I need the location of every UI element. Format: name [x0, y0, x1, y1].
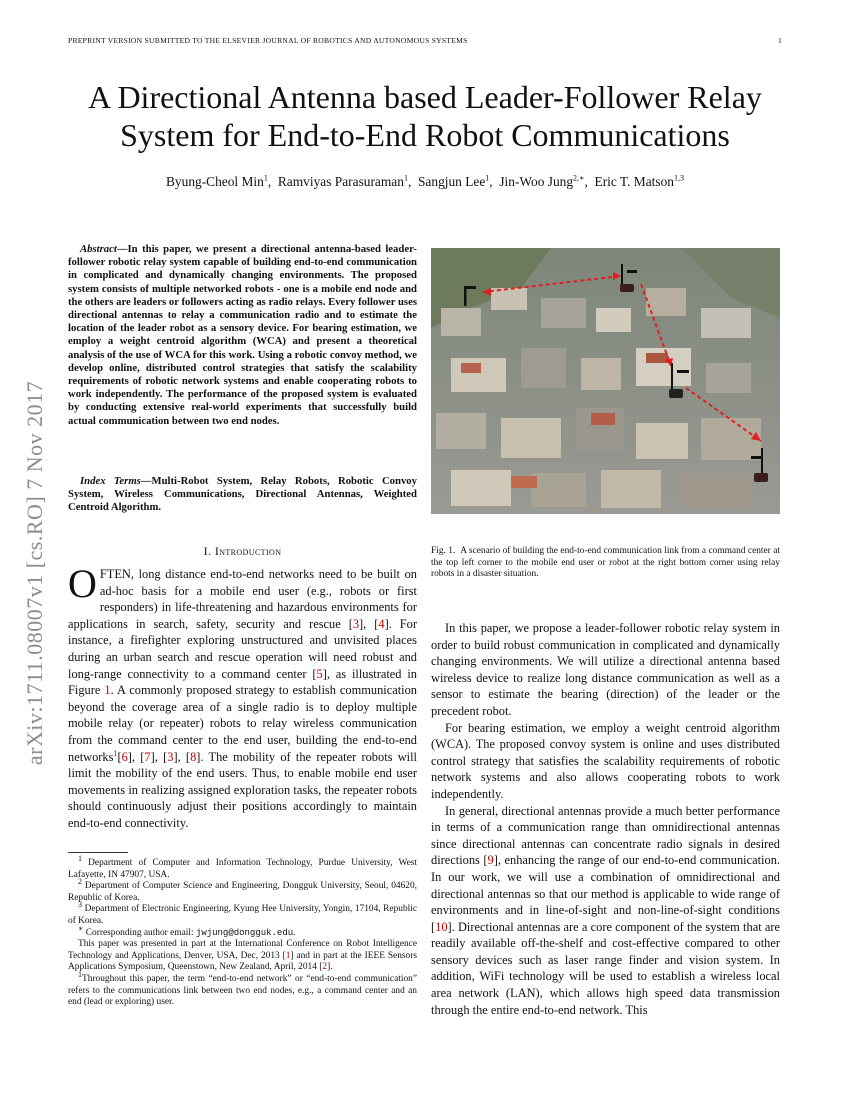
figure-link[interactable]: 1 — [104, 683, 111, 698]
caption-label: Fig. 1. — [431, 546, 456, 556]
author-name: Sangjun Lee — [417, 174, 486, 189]
citation-link[interactable]: 5 — [316, 666, 323, 681]
author-affiliation: 2,∗ — [573, 173, 585, 183]
figure-aerial-scenario — [431, 248, 780, 514]
index-terms — [68, 475, 417, 515]
abstract — [68, 243, 417, 428]
intro-text: ], as illustrated in Figure — [68, 666, 418, 698]
abstract-label: Abstract — [80, 243, 117, 255]
footnotes — [68, 853, 418, 1009]
intro-text: FTEN, long distance end-to-end networks need to be built on ad-hoc basis for a mobile end user (e.g., robots or first responders) in life-threatening and hazardous environments for applications in search, safety, security and rescue [ — [68, 567, 417, 631]
citation-link[interactable]: 3 — [167, 749, 174, 764]
aerial-photo-illustration — [431, 248, 780, 514]
author-name: Eric T. Matson — [594, 174, 674, 189]
footnote-divider — [68, 852, 128, 853]
footnote-text: Throughout this paper, the term “end-to-end network” or “end-to-end communication” refers to the communications link between two end nodes, e.g., a command center and an end (lead or exploring) user. — [68, 973, 417, 1008]
author-affiliation: 1,3 — [673, 173, 684, 183]
page-number: 1 — [777, 36, 782, 45]
body-paragraph — [431, 803, 780, 1019]
footnote-presented — [68, 939, 417, 974]
intro-text: ]. For instance, a firefighter exploring unstructured and unvisited places during an urban search and rescue operation will need robust and long-range connectivity to a command center [ — [68, 616, 417, 681]
citation-link[interactable]: 2 — [322, 962, 328, 973]
footnote-text: Department of Computer and Information Technology, Purdue University, West Lafayette, IN 47907, USA. — [68, 858, 417, 880]
section-title: Introduction — [214, 544, 282, 558]
footnote-affiliation-1: $^1$ Department of Computer and Information Technology, Purdue University, West Lafayette, IN 47907, USA. — [68, 853, 417, 880]
index-terms-label: Index Terms — [80, 475, 141, 487]
body-text: ]. Directional antennas are a core component of the system that are readily available off-the-shelf and cost-effective compared to other sensory devices such as laser range finder and vision system. In addition, WiFi technology will be used to establish a wireless local area network (LAN), which allows high speed data transmission through the entire end-to-end network. This — [431, 919, 780, 1017]
citation-link[interactable]: 1 — [285, 950, 291, 961]
footnote-corresponding: ∗ Corresponding author email: jwjung@dongguk.edu. — [78, 923, 296, 938]
footnote-text: Corresponding author email: — [85, 927, 194, 938]
paper-title: A Directional Antenna based Leader-Follower Relay System for End-to-End Robot Communications — [88, 79, 762, 153]
intro-text: ], [ — [173, 749, 191, 764]
citation-link[interactable]: 8 — [190, 749, 197, 764]
intro-text: . A commonly proposed strategy to establish communication beyond the coverage area of a single radio is to deploy multiple mobile relay (or repeater) robots to relay wireless communication from the command center to the end user, building the end-to-end networks — [68, 683, 417, 764]
citation-link[interactable]: 4 — [378, 616, 385, 631]
footnote-text: Department of Electronic Engineering, Kyung Hee University, Yongin, 17104, Republic of Korea. — [68, 904, 418, 926]
index-terms-text: —Multi-Robot System, Relay Robots, Robotic Convoy System, Wireless Communications, Directional Antennas, Weighted Centroid Algorithm. — [68, 475, 417, 514]
drop-cap: O — [68, 561, 97, 606]
footnote-link[interactable]: 1 — [113, 748, 118, 758]
intro-text: ], [ — [150, 749, 168, 764]
section-heading — [68, 544, 417, 559]
running-title: PREPRINT VERSION SUBMITTED TO THE ELSEVIER JOURNAL OF ROBOTICS AND AUTONOMOUS SYSTEMS — [68, 36, 468, 45]
footnote-text: ] and in part at the IEEE Sensors Applications Symposium, Queenstown, New Zealand, April, 2014 [ — [68, 950, 418, 973]
section-number: I. — [203, 544, 212, 558]
citation-link[interactable]: 3 — [352, 616, 360, 631]
intro-text: [ — [117, 749, 122, 764]
author-name: Byung-Cheol Min — [166, 174, 264, 189]
citation-link[interactable]: 9 — [487, 853, 494, 868]
citation-link[interactable]: 7 — [144, 749, 151, 764]
footnote-affiliation-2: $^2$ Department of Computer Science and Engineering, Dongguk University, Seoul, 04620, Republic of Korea. — [68, 877, 417, 903]
running-header — [68, 36, 782, 45]
body-paragraph: For bearing estimation, we employ a weight centroid algorithm (WCA). The proposed convoy system is online and uses distributed control strategy that satisfies the scalability requirements of robotic network systems and also allows cooperating robots to work independently. — [431, 720, 780, 801]
abstract-text: —In this paper, we present a directional antenna-based leader-follower robotic relay system capable of building end-to-end communication in complicated and dynamically changing environments. The proposed system consists of multiple networked robots - one is a mobile end node and the others are leaders or followers acting as radio relays. Every follower uses directional antennas to relay a communication radio and to estimate the location of the leader robot as a sensory device. For bearing estimation, we employ a weight centroid algorithm (WCA) and present a theoretical analysis of the use of WCA for this work. Using a robotic convoy method, we develop online, distributed control strategies that satisfy the scalability requirements of robotic network systems and enable cooperating robots to work independently. The performance of the proposed system is evaluated by conducting extensive real-world experiments that successfully build actual communication between two end nodes. — [68, 243, 417, 427]
right-column-body — [431, 620, 780, 1018]
introduction-paragraph — [68, 561, 418, 832]
author-affiliation: 1 — [403, 173, 408, 183]
body-text: In general, directional antennas provide a much better performance in terms of a communication range than omnidirectional antennas since directional antennas can concentrate radio signals in desired directions [ — [431, 803, 780, 868]
citation-link[interactable]: 6 — [121, 749, 128, 764]
email-link[interactable]: jwjung@dongguk.edu — [195, 927, 294, 938]
footnote-text: ]. — [327, 962, 333, 973]
author-list: Byung-Cheol Min$^1$, Ramviyas Parasuraman$^1$, Sangjun Lee$^1$, Jin-Woo Jung$^{2,∗}$, Eric T. Matson$^{1,3}$ — [166, 173, 684, 189]
arxiv-stamp[interactable]: arXiv:1711.08007v1 [cs.RO] 7 Nov 2017 — [22, 380, 47, 766]
author-affiliation: 1 — [485, 173, 490, 183]
intro-text: ]. The mobility of the repeater robots will limit the mobility of the end users. Thus, to enable mobile end user movements in realizing assigned exploration tasks, the repeater robots should continuously adjust their positions accordingly to maintain end-to-end connectivity. — [68, 749, 417, 830]
figure-caption — [431, 546, 780, 581]
footnote-text: This paper was presented in part at the International Conference on Robot Intelligence Technology and Applications, Denver, USA, Dec, 2013 [ — [68, 939, 417, 961]
author-affiliation: 1 — [263, 173, 268, 183]
body-paragraph: In this paper, we propose a leader-follower robotic relay system in order to build robust communication in complicated and dynamically changing environments. We will utilize a directional antenna based wireless device to realize long distance communication as well as a sensor to estimate the bearing (direction) of the leader or the precedent robot. — [431, 621, 780, 718]
body-text: ], enhancing the range of our end-to-end communication. In our work, we will use a combination of omnidirectional and directional antennas so that our method is applicable to wide range of environments and in line-of-sight and non-line-of-sight conditions [ — [431, 853, 780, 934]
caption-text: A scenario of building the end-to-end communication link from a command center at the top left corner to the mobile end user or robot at the right bottom corner using relay robots in a disaster situation. — [431, 546, 781, 580]
footnote-text: Department of Computer Science and Engineering, Dongguk University, Seoul, 04620, Republic of Korea. — [68, 881, 417, 903]
footnote-affiliation-3: $^3$ Department of Electronic Engineering, Kyung Hee University, Yongin, 17104, Republic of Korea. — [68, 900, 418, 926]
author-name: Ramviyas Parasuraman — [277, 174, 404, 189]
footnote-end-to-end: $^1$Throughout this paper, the term “end-to-end network” or “end-to-end communication” refers to the communications link between two end nodes, e.g., a command center and an end (lead or exploring) user. — [68, 969, 417, 1008]
author-name: Jin-Woo Jung — [499, 174, 574, 189]
intro-text: ], [ — [359, 616, 379, 631]
intro-text: ], [ — [127, 749, 145, 764]
citation-link[interactable]: 10 — [435, 919, 448, 934]
